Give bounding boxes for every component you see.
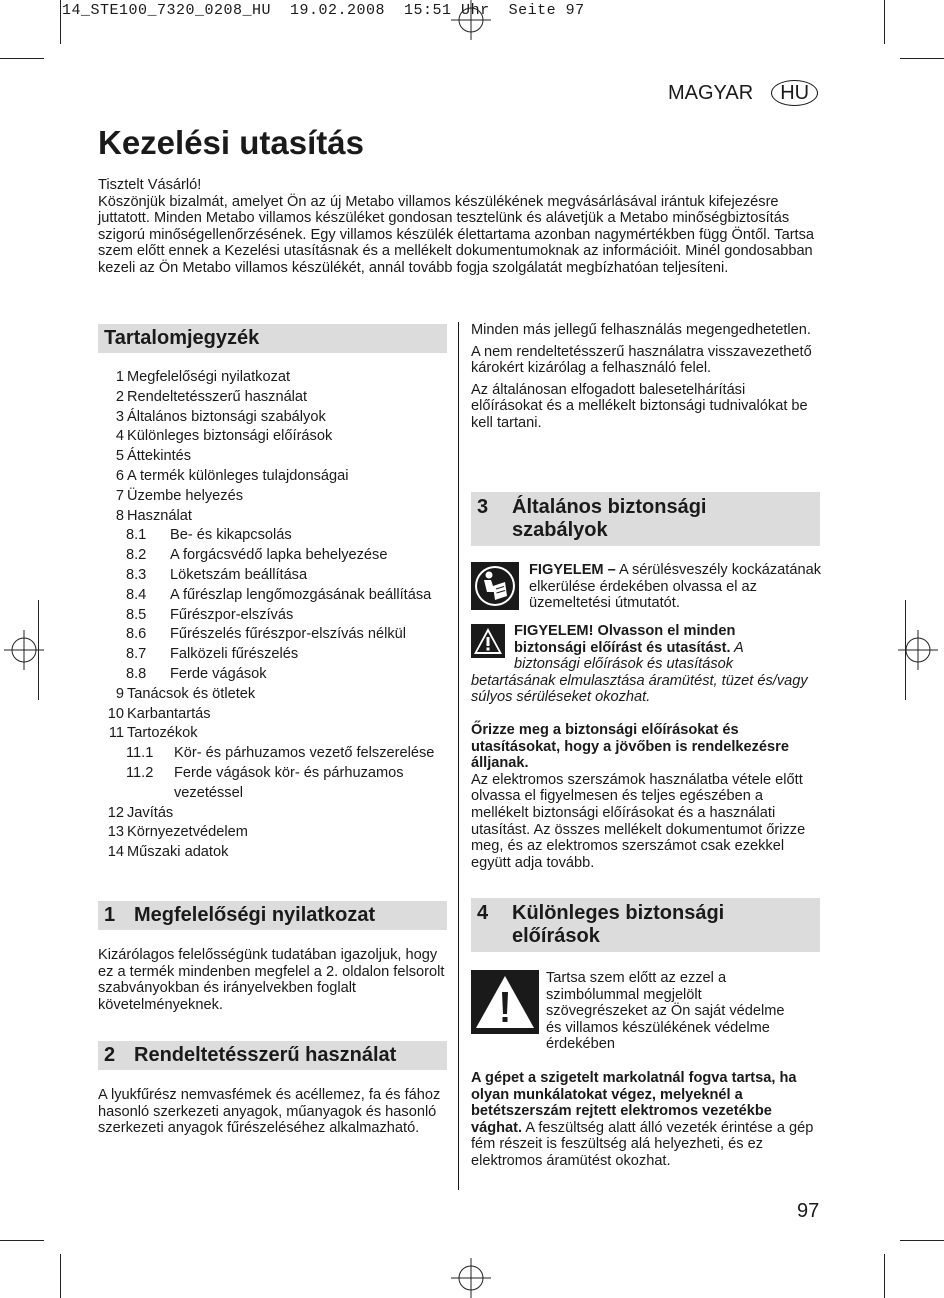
crop-mark bbox=[884, 0, 885, 44]
section-3-heading bbox=[471, 492, 820, 546]
toc-item bbox=[98, 507, 447, 527]
toc-item-number: 8.5 bbox=[126, 606, 147, 623]
toc-item-label: Javítás bbox=[127, 804, 174, 821]
toc-item bbox=[98, 408, 447, 428]
toc-item-label: A fűrészlap lengőmozgásának beállítása bbox=[170, 586, 432, 603]
toc-item-number: 9 bbox=[115, 685, 124, 702]
grip-warning-text bbox=[471, 1070, 816, 1170]
keep-instructions-bold-text: Őrizze meg a biztonsági előírásokat és utasításokat, hogy a jövőben is rendelkezésre álljanak. bbox=[471, 722, 789, 772]
crop-mark bbox=[60, 0, 61, 44]
toc-item-label: Falközeli fűrészelés bbox=[170, 646, 299, 663]
toc-item-label: Rendeltetésszerű használat bbox=[127, 388, 308, 405]
toc-item-number bbox=[98, 784, 174, 804]
toc-item-number: 8.8 bbox=[126, 665, 147, 682]
toc-item-number: 3 bbox=[115, 408, 124, 425]
toc-item-number: 8.3 bbox=[126, 566, 147, 583]
crop-mark bbox=[900, 58, 944, 59]
toc-item-number: 11 bbox=[108, 725, 124, 742]
toc-item bbox=[98, 665, 447, 685]
toc-item bbox=[98, 823, 447, 843]
warning-note-2-line4 bbox=[471, 673, 821, 706]
toc-item bbox=[98, 804, 447, 824]
warning-note-2-bold-1: FIGYELEM! Olvasson el minden bbox=[514, 623, 736, 639]
section-3 bbox=[471, 492, 820, 546]
toc-item-number: 7 bbox=[115, 487, 124, 504]
language-indicator bbox=[668, 80, 818, 106]
toc-item-label: Használat bbox=[127, 507, 192, 524]
toc-item bbox=[98, 625, 447, 645]
registration-mark-icon bbox=[451, 1258, 491, 1298]
warning-note-2-line2 bbox=[471, 640, 821, 657]
toc-item-number: 12 bbox=[107, 804, 124, 821]
warning-symbol-icon bbox=[471, 970, 539, 1034]
warning-note-2-italic-c: betartásának elmulasztása áramütést, tüzet és/vagy súlyos sérüléseket okozhat. bbox=[471, 672, 808, 706]
symbol-explanation-text: Tartsa szem előtt az ezzel a szimbólummal megjelölt szövegrészeket az Ön saját védelme és villamos készülékének védelme érdekében bbox=[546, 970, 785, 1053]
warning-note-1 bbox=[529, 562, 821, 612]
section-4 bbox=[471, 898, 820, 952]
toc-item-label: Műszaki adatok bbox=[127, 844, 229, 861]
toc-item-number: 8.6 bbox=[126, 626, 147, 643]
toc-item bbox=[98, 526, 447, 546]
column-divider bbox=[458, 322, 459, 1190]
toc-item-label: Áttekintés bbox=[127, 448, 192, 465]
toc-item bbox=[98, 843, 447, 863]
section-3-title-line2: szabályok bbox=[512, 519, 608, 541]
toc-item-label: Fűrészelés fűrészpor-elszívás nélkül bbox=[170, 626, 407, 643]
toc-item bbox=[98, 566, 447, 586]
right-paragraph-3: Az általánosan elfogadott balesetelhárítási előírásokat és a mellékelt biztonsági tudnivalókat be kell tartani. bbox=[471, 381, 808, 431]
left-column bbox=[98, 324, 447, 863]
section-2-body: A lyukfűrész nemvasfémek és acéllemez, fa és fához hasonló szerkezeti anyagok, műanyagok és hasonló szerkezeti anyagok fűrészeléséhez alkalmazható. bbox=[98, 1087, 441, 1137]
right-paragraph-1: Minden más jellegű felhasználás megengedhetetlen. bbox=[471, 322, 811, 338]
toc-item-label: Tanácsok és ötletek bbox=[127, 685, 256, 702]
toc-item-number: 13 bbox=[107, 824, 124, 841]
toc-item-number: 6 bbox=[115, 467, 124, 484]
intro-body: Köszönjük bizalmát, amelyet Ön az új Metabo villamos készülékének megvásárlásával irántuk kifejezésre juttatott. Minden Metabo villamos készüléket gondosan tesztelünk és alávetjük a Metabo minőségbiztosítás szigorú minőségellenőrzésének. Egy villamos készülék élettartama azonban nagymértékben függ Öntől. Tartsa szem előtt ennek a Kezelési utasításnak és a mellékelt dokumentumoknak az információit. Minél gondosabban kezeli az Ön Metabo villamos készülékét, annál tovább fogja szolgálatát megbízhatóan teljesíteni. bbox=[98, 193, 815, 276]
toc-item-label: A forgácsvédő lapka behelyezése bbox=[170, 547, 388, 564]
toc-item-number: 11.2 bbox=[126, 764, 154, 781]
page-number: 97 bbox=[797, 1200, 820, 1222]
toc-item bbox=[98, 546, 447, 566]
keep-instructions-bold bbox=[471, 722, 816, 772]
section-4-title-line2: előírások bbox=[512, 925, 600, 947]
section-4-number: 4 bbox=[477, 902, 489, 924]
warning-note-2 bbox=[471, 623, 821, 706]
section-1 bbox=[98, 901, 447, 1013]
print-header: 14_STE100_7320_0208_HU 19.02.2008 15:51 Uhr Seite 97 bbox=[62, 2, 585, 19]
toc-item-label: Környezetvédelem bbox=[127, 824, 248, 841]
toc-item bbox=[98, 368, 447, 388]
toc-item bbox=[98, 427, 447, 447]
section-4-title-line1: Különleges biztonsági bbox=[512, 902, 725, 924]
warning-note-2-line1 bbox=[471, 623, 821, 640]
toc-item-label: Tartozékok bbox=[127, 725, 198, 742]
crop-mark bbox=[884, 1254, 885, 1298]
registration-mark-icon bbox=[451, 0, 491, 40]
section-4-heading bbox=[471, 898, 820, 952]
section-2 bbox=[98, 1041, 447, 1137]
registration-mark-icon bbox=[898, 630, 938, 670]
warning-note-2-line3 bbox=[471, 656, 821, 673]
toc-item bbox=[98, 606, 447, 626]
toc-item bbox=[98, 784, 447, 804]
toc-item-number: 1 bbox=[115, 369, 124, 385]
right-top-text bbox=[471, 322, 816, 432]
section-2-heading bbox=[98, 1041, 447, 1070]
toc-item-number: 5 bbox=[115, 448, 124, 465]
toc-item bbox=[98, 724, 447, 744]
toc-item-label: A termék különleges tulajdonságai bbox=[127, 467, 349, 484]
toc-item bbox=[98, 467, 447, 487]
symbol-explanation bbox=[546, 970, 801, 1053]
language-code-badge: HU bbox=[771, 80, 818, 106]
section-1-body: Kizárólagos felelősségünk tudatában igazoljuk, hogy ez a termék mindenben megfelel a 2. oldalon felsorolt szabványokban és irányelvekben foglalt követelményeknek. bbox=[98, 947, 445, 1013]
toc-item-label: Különleges biztonsági előírások bbox=[127, 428, 333, 445]
toc-item-number: 8.1 bbox=[126, 527, 147, 544]
toc-item bbox=[98, 764, 447, 784]
section-1-number: 1 bbox=[104, 904, 116, 926]
toc-item-label: vezetéssel bbox=[174, 784, 243, 801]
crop-mark bbox=[0, 58, 44, 59]
keep-instructions bbox=[471, 722, 816, 871]
toc-item-number: 2 bbox=[115, 388, 124, 405]
toc-item bbox=[98, 487, 447, 507]
right-paragraph-2: A nem rendeltetésszerű használatra visszavezethető károkért kizárólag a felhasználó felel. bbox=[471, 343, 812, 377]
toc-item-label: Ferde vágások kör- és párhuzamos bbox=[174, 764, 404, 781]
section-1-heading bbox=[98, 901, 447, 930]
warning-note-2-bold-2: biztonsági előírást és utasítást. bbox=[514, 639, 731, 656]
toc-item bbox=[98, 645, 447, 665]
toc-item-label: Ferde vágások bbox=[170, 665, 267, 682]
keep-instructions-body: Az elektromos szerszámok használatba vétele előtt olvassa el figyelmesen és teljes egészében a mellékelt biztonsági előírásokat és a használati utasítást. Az összes mellékelt dokumentumot őrizze meg, és az elektromos szerszámot csak ezekkel együtt adja tovább. bbox=[471, 771, 806, 871]
registration-mark-icon bbox=[4, 630, 44, 670]
section-2-title: Rendeltetésszerű használat bbox=[134, 1044, 397, 1066]
toc-item bbox=[98, 744, 447, 764]
toc-item-label: Megfelelőségi nyilatkozat bbox=[127, 369, 291, 385]
toc-heading bbox=[98, 324, 447, 353]
toc-item bbox=[98, 586, 447, 606]
language-label: MAGYAR bbox=[668, 81, 754, 104]
section-2-number: 2 bbox=[104, 1044, 116, 1066]
toc-item bbox=[98, 685, 447, 705]
toc-item bbox=[98, 388, 447, 408]
section-3-title-line1: Általános biztonsági bbox=[512, 496, 707, 518]
toc-item bbox=[98, 447, 447, 467]
warning-note-1-text bbox=[529, 562, 821, 612]
grip-warning bbox=[471, 1070, 816, 1170]
grip-warning-bold: A gépet a szigetelt markolatnál fogva tartsa, ha olyan munkálatokat végez, melyeknél a betétszerszám rejtett elektromos vezetékbe vághat. bbox=[471, 1070, 797, 1136]
toc-heading-label: Tartalomjegyzék bbox=[104, 327, 260, 349]
toc-list bbox=[98, 368, 447, 863]
toc-item-number: 4 bbox=[115, 428, 124, 445]
crop-mark bbox=[0, 1240, 44, 1241]
toc-item-label: Kör- és párhuzamos vezető felszerelése bbox=[174, 745, 435, 762]
page-title: Kezelési utasítás bbox=[98, 124, 364, 161]
toc-item-label: Üzembe helyezés bbox=[127, 487, 243, 504]
toc-item-number: 8.4 bbox=[126, 586, 147, 603]
warning-note-1-bold: FIGYELEM – bbox=[529, 562, 616, 578]
toc-item bbox=[98, 705, 447, 725]
toc-item-label: Löketszám beállítása bbox=[170, 566, 308, 583]
warning-note-2-italic-b: biztonsági előírások és utasítások bbox=[514, 656, 734, 673]
crop-mark bbox=[60, 1254, 61, 1298]
toc-item-label: Általános biztonsági szabályok bbox=[127, 408, 326, 425]
intro-greeting: Tisztelt Vásárló! bbox=[98, 177, 202, 193]
toc-item-number: 11.1 bbox=[126, 745, 154, 762]
toc-item-number: 10 bbox=[107, 705, 124, 722]
toc-item-number: 14 bbox=[107, 844, 124, 861]
toc-item-number: 8 bbox=[115, 507, 124, 524]
toc-item-label: Karbantartás bbox=[127, 705, 211, 722]
intro-text bbox=[98, 177, 823, 277]
toc-item-label: Fűrészpor-elszívás bbox=[170, 606, 294, 623]
warning-note-2-italic-a: A bbox=[730, 639, 744, 656]
toc-item-number: 8.7 bbox=[126, 646, 147, 663]
section-1-title: Megfelelőségi nyilatkozat bbox=[134, 904, 376, 926]
read-manual-icon bbox=[471, 562, 519, 610]
toc-item-number: 8.2 bbox=[126, 547, 147, 564]
section-3-number: 3 bbox=[477, 496, 489, 518]
crop-mark bbox=[900, 1240, 944, 1241]
warning-note-1-body: A sérülésveszély kockázatának elkerülése érdekében olvassa el az üzemeltetési útmutatót. bbox=[529, 562, 821, 612]
toc-item-label: Be- és kikapcsolás bbox=[170, 527, 292, 544]
grip-warning-body: A feszültség alatt álló vezeték érintése a gép fém részeit is feszültség alá helyezheti, és ez elektromos áramütést okozhat. bbox=[471, 1119, 814, 1169]
